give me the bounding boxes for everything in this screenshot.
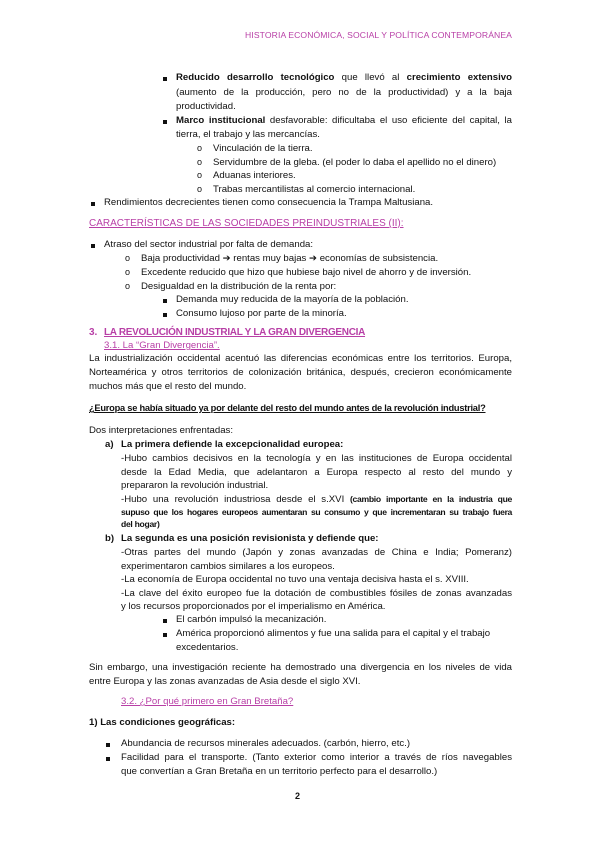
question-heading: ¿Europa se había situado ya por delante del resto del mundo antes de la revolución industrial?: [89, 403, 486, 413]
bullet-circle: o: [197, 143, 203, 153]
bullet-circle: o: [125, 253, 131, 263]
sub-item: Servidumbre de la gleba. (el poder lo daba el apellido no el dinero): [213, 157, 497, 168]
condition-heading: 1) Las condiciones geográficas:: [89, 717, 236, 728]
list-item-tech-line2: (aumento de la producción, pero no de la productividad) y a la baja: [176, 87, 512, 98]
subsection-title: 3.2. ¿Por qué primero en Gran Bretaña?: [121, 696, 294, 707]
sub-item: Vinculación de la tierra.: [213, 143, 313, 154]
sub-item: Excedente reducido que hizo que hubiese bajo nivel de ahorro y de inversión.: [141, 267, 472, 278]
sub-item: Aduanas interiores.: [213, 170, 296, 181]
condition-item: Abundancia de recursos minerales adecuados. (carbón, hierro, etc.): [121, 738, 411, 749]
section-number: 3.: [89, 327, 98, 338]
bullet-square: [163, 77, 167, 81]
interpretation-a-line: -Hubo una revolución industriosa desde el s.XVI (cambio importante en la industria que: [121, 494, 513, 505]
sub-sub-item: excedentarios.: [176, 642, 239, 653]
paragraph-line: La industrialización occidental acentuó las diferencias económicas entre los territorios. Europa,: [89, 353, 512, 364]
sub-item: Baja productividad ➔ rentas muy bajas ➔ economías de subsistencia.: [141, 253, 439, 264]
paragraph-line: Norteamérica y otros territorios de colonización británica, después, crecieron económicamente: [89, 367, 512, 378]
list-item-institutional-line2: tierra, el trabajo y las mercancías.: [176, 129, 320, 140]
paragraph-line: muchos más que el resto del mundo.: [89, 381, 247, 392]
interpretation-b-line: experimentaron cambios similares a los europeos.: [121, 561, 335, 572]
list-item-tech-line3: productividad.: [176, 101, 236, 112]
list-label-a: a): [105, 439, 114, 450]
paragraph-line: Sin embargo, una investigación reciente ha demostrado una divergencia en los niveles de vida: [89, 662, 512, 673]
bullet-circle: o: [197, 157, 203, 167]
running-header: HISTORIA ECONÓMICA, SOCIAL Y POLÍTICA CONTEMPORÁNEA: [245, 30, 512, 40]
bullet-square: [91, 202, 95, 206]
bullet-square: [163, 299, 167, 303]
interpretation-a-line: desde la Edad Media, que adelantaron a Europa respecto al resto del mundo y: [121, 467, 512, 478]
bullet-circle: o: [125, 281, 131, 291]
sub-item: Trabas mercantilistas al comercio internacional.: [213, 184, 416, 195]
list-item-institutional: Marco institucional desfavorable: dificultaba el uso eficiente del capital, la: [176, 115, 512, 126]
bullet-square: [91, 244, 95, 248]
interpretation-b-line: -La clave del éxito europeo fue la dotación de combustibles fósiles de zonas avanzadas: [121, 588, 512, 599]
list-item-tech: Reducido desarrollo tecnológico que llevó al crecimiento extensivo: [176, 72, 512, 83]
bullet-circle: o: [197, 170, 203, 180]
list-label-b: b): [105, 533, 115, 544]
interpretation-a-line: supuso que los hogares europeos aumentaran su consumo y que incrementaran su trabajo fuera: [121, 507, 512, 517]
sub-sub-item: El carbón impulsó la mecanización.: [176, 614, 327, 625]
bullet-square: [163, 313, 167, 317]
bullet-square: [163, 120, 167, 124]
rendimientos-item: Rendimientos decrecientes tienen como consecuencia la Trampa Maltusiana.: [104, 197, 434, 208]
paragraph-line: Dos interpretaciones enfrentadas:: [89, 425, 233, 436]
sub-sub-item: América proporcionó alimentos y fue una salida para el capital y el trabajo: [176, 628, 491, 639]
sub-sub-item: Demanda muy reducida de la mayoría de la población.: [176, 294, 409, 305]
bullet-circle: o: [125, 267, 131, 277]
interpretation-a-line: del hogar): [121, 519, 160, 529]
subsection-title: 3.1. La “Gran Divergencia”.: [104, 340, 220, 351]
bullet-square: [106, 757, 110, 761]
section-heading: CARACTERÍSTICAS DE LAS SOCIEDADES PREINDUSTRIALES (II):: [89, 218, 404, 229]
interpretation-a-title: La primera defiende la excepcionalidad europea:: [121, 439, 344, 450]
interpretation-a-line: -Hubo cambios decisivos en la tecnología y en las instituciones de Europa occidental: [121, 453, 512, 464]
bullet-square: [163, 633, 167, 637]
sub-sub-item: Consumo lujoso por parte de la minoría.: [176, 308, 347, 319]
bullet-circle: o: [197, 184, 203, 194]
atraso-item: Atraso del sector industrial por falta de demanda:: [104, 239, 314, 250]
interpretation-a-line: prepararon la revolución industrial.: [121, 480, 269, 491]
condition-item: Facilidad para el transporte. (Tanto exterior como interior a través de ríos navegables: [121, 752, 512, 763]
interpretation-b-line: -Otras partes del mundo (Japón y zonas avanzadas de China e India; Pomeranz): [121, 547, 512, 558]
bullet-square: [106, 743, 110, 747]
interpretation-b-line: y los recursos proporcionados por el imperialismo en América.: [121, 601, 386, 612]
condition-item: que convertían a Gran Bretaña en un territorio perfecto para el desarrollo.): [121, 766, 438, 777]
section-title: LA REVOLUCIÓN INDUSTRIAL Y LA GRAN DIVERGENCIA: [104, 327, 366, 338]
paragraph-line: entre Europa y las zonas avanzadas de Asia desde el siglo XVI.: [89, 676, 361, 687]
page-number: 2: [295, 791, 301, 801]
interpretation-b-line: -La economía de Europa occidental no tuvo una ventaja decisiva hasta el s. XVIII.: [121, 574, 469, 585]
interpretation-b-title: La segunda es una posición revisionista y defiende que:: [121, 533, 379, 544]
bullet-square: [163, 619, 167, 623]
sub-item: Desigualdad en la distribución de la renta por:: [141, 281, 337, 292]
